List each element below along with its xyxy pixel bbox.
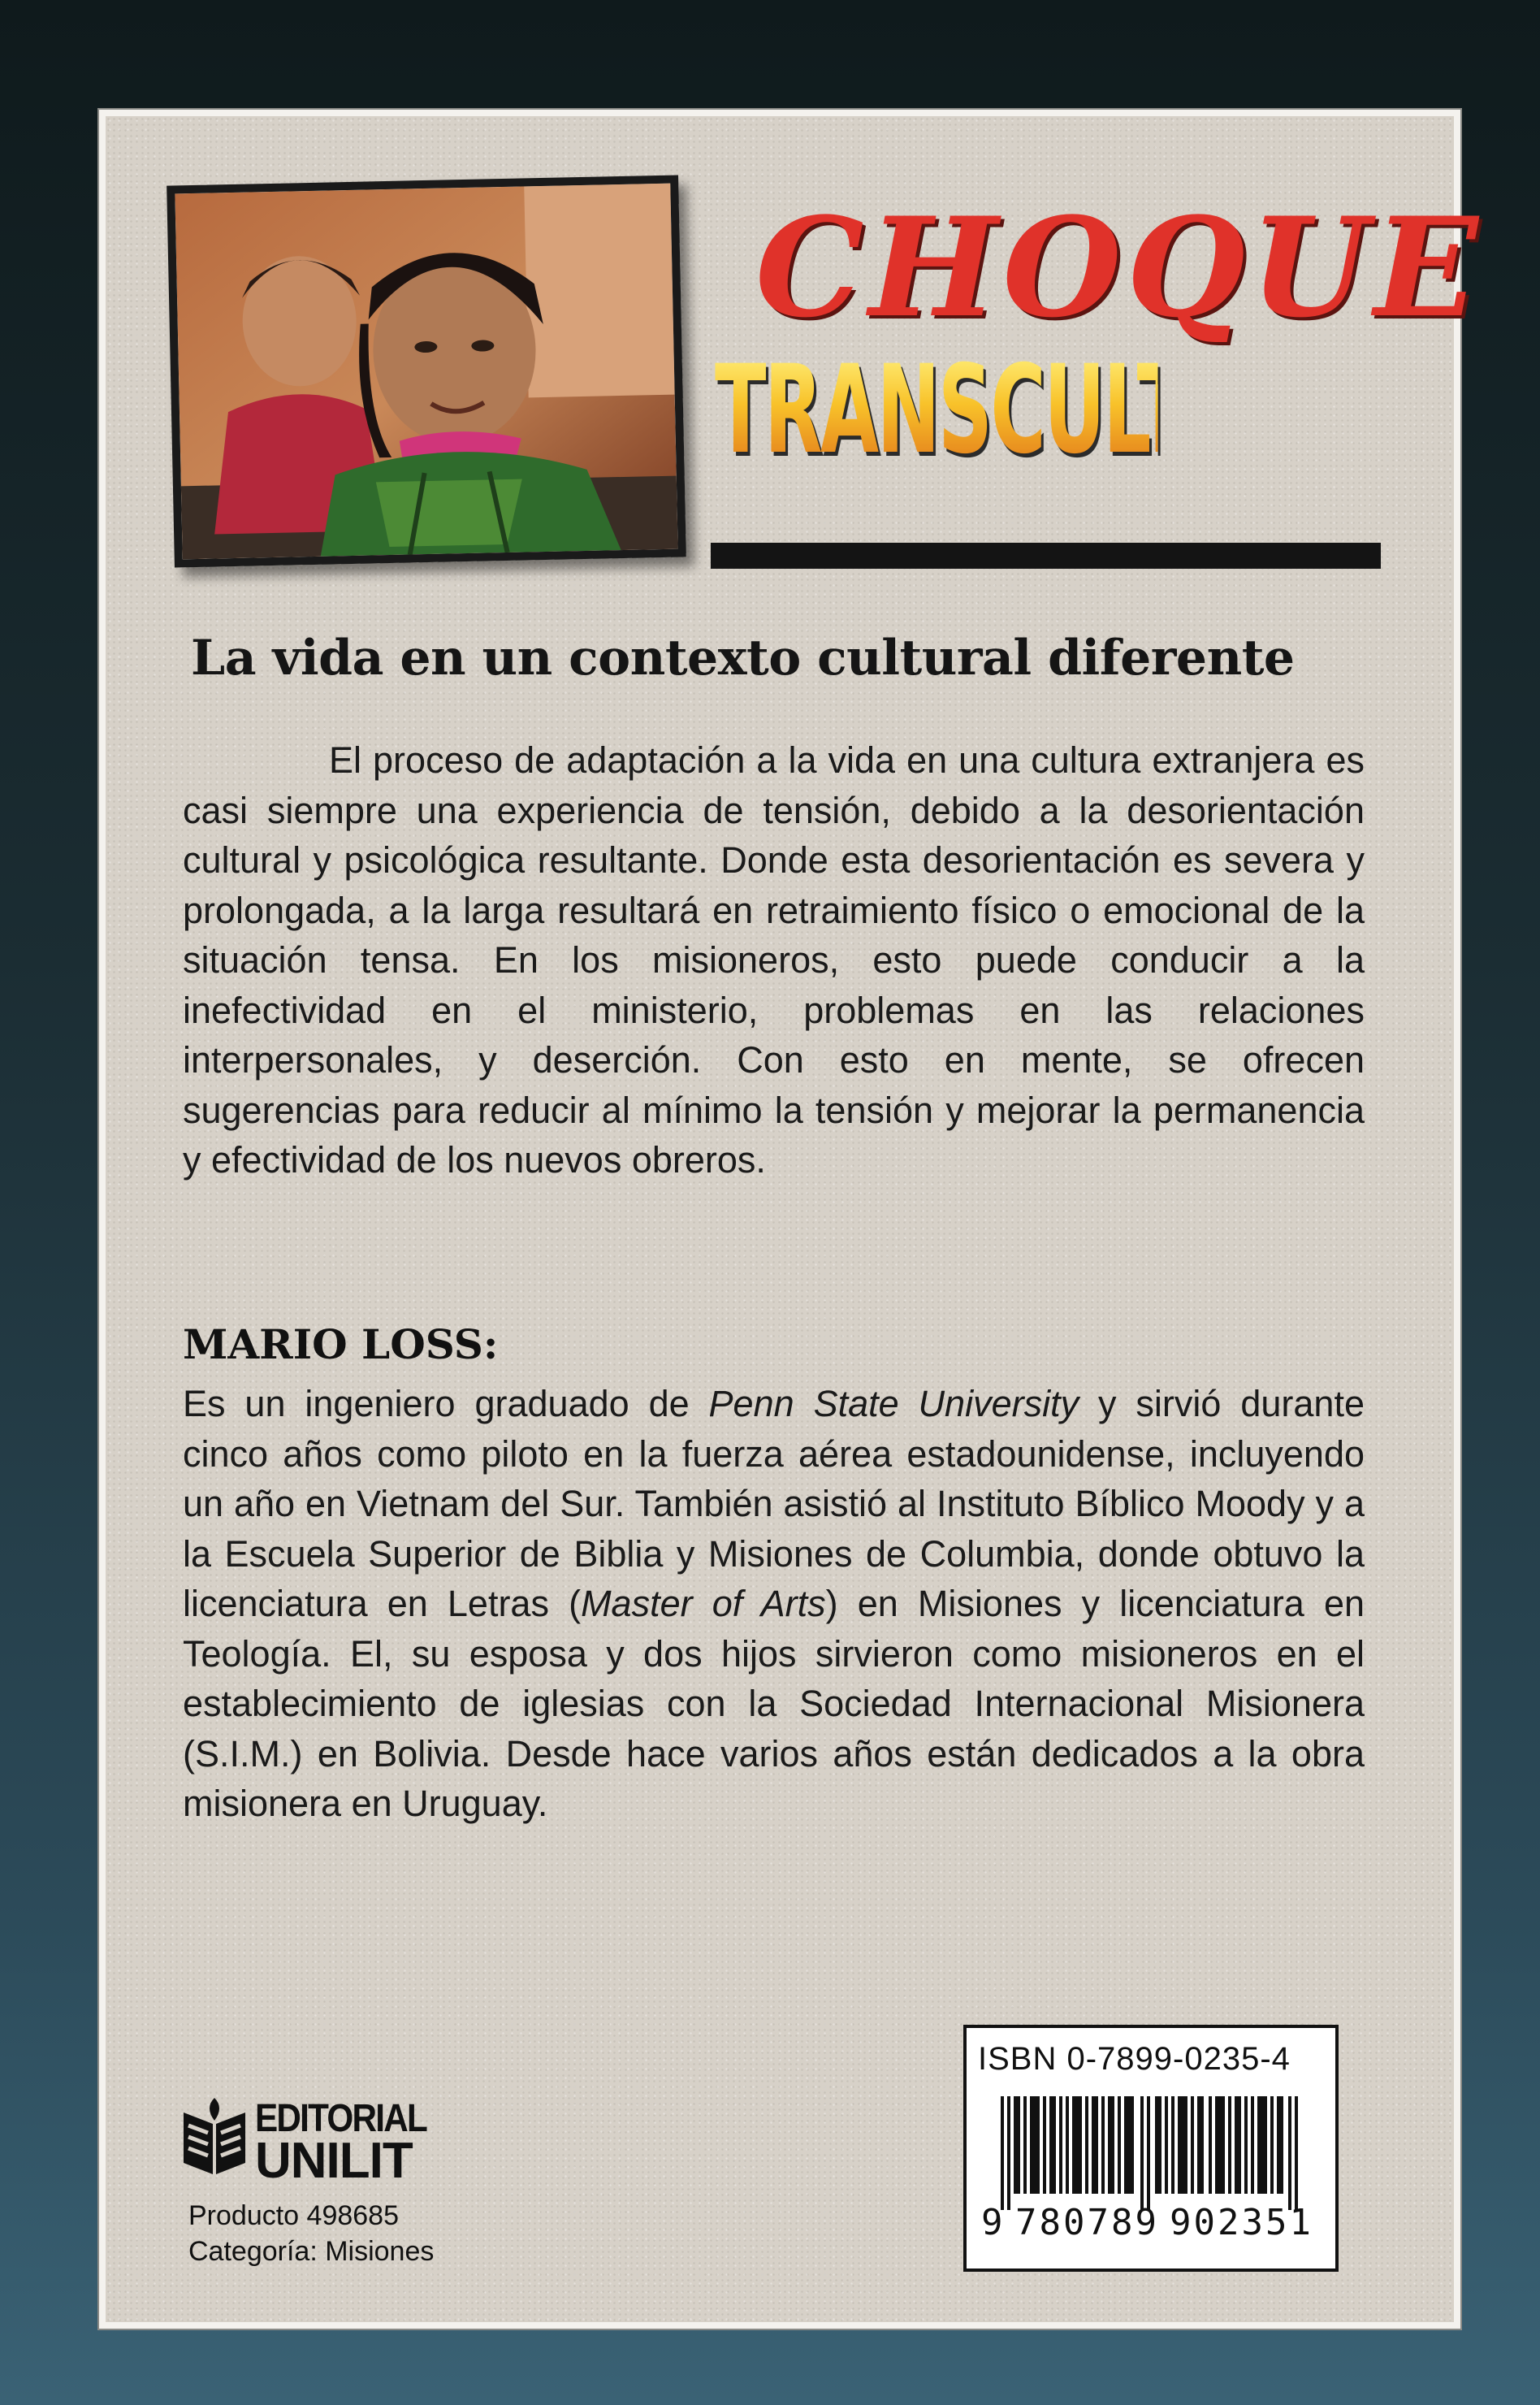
bio-text-2: y sirvió durante cinco años como piloto en la fuerza aérea estadounidense, incluyendo un año en Vietnam del Sur. También asistió al Instituto Bíblico Moody y a la Escuela Superior de Biblia y Misiones de Columbia, donde obtuvo la licenciatura en Letras ( [183,1383,1365,1624]
bio-text-3: ) en Misiones y licenciatura en Teología. El, su esposa y dos hijos sirvieron como misioneros en el establecimiento de iglesias con la Sociedad Internacional Misionera (S.I.M.) en Bolivia. Desde hace varios años están dedicados a la obra misionera en Uruguay. [183,1583,1365,1824]
description-paragraph: El proceso de adaptación a la vida en una cultura extranjera es casi siempre una experiencia de tensión, debido a la desorientación cultural y psicológica resultante. Donde esta desorientación es severa y prolongada, a la larga resultará en retraimiento físico o emocional de la situación tensa. En los misioneros, esto puede conducir a la inefectividad en el ministerio, problemas en las relaciones interpersonales, y deserción. Con esto en mente, se ofrecen sugerencias para reducir al mínimo la tensión y mejorar la permanencia y efectividad de los nuevos obreros. [183,739,1365,1181]
publisher-name-line-1: EDITORIAL [255,2097,427,2140]
author-bio [183,1379,1365,1829]
subtitle: La vida en un contexto cultural diferente [191,630,1295,687]
barcode-lead-digit: 9 [981,2202,1003,2243]
product-category: Categoría: Misiones [188,2236,435,2267]
bio-italic-degree: Master of Arts [581,1583,826,1624]
publisher-logo [180,2096,473,2189]
barcode-digits-right: 902351 [1170,2202,1313,2243]
cover-photo [167,175,686,567]
barcode-digits-left: 780789 [1015,2202,1159,2243]
title-line-1: CHOQUE [755,187,1483,348]
title-underline-bar [711,543,1381,569]
barcode [1001,2096,1301,2210]
isbn-box [963,2025,1339,2272]
publisher-name-line-2: UNILIT [255,2133,413,2189]
isbn-label: ISBN 0-7899-0235-4 [978,2041,1291,2077]
bio-text-1: Es un ingeniero graduado de [183,1383,709,1424]
title-line-2: TRANSCULTURAL [715,340,1405,481]
bio-italic-university: Penn State University [708,1383,1079,1424]
product-code: Producto 498685 [188,2200,399,2231]
wheat-book-icon [180,2096,249,2178]
author-heading: MARIO LOSS: [183,1320,499,1368]
